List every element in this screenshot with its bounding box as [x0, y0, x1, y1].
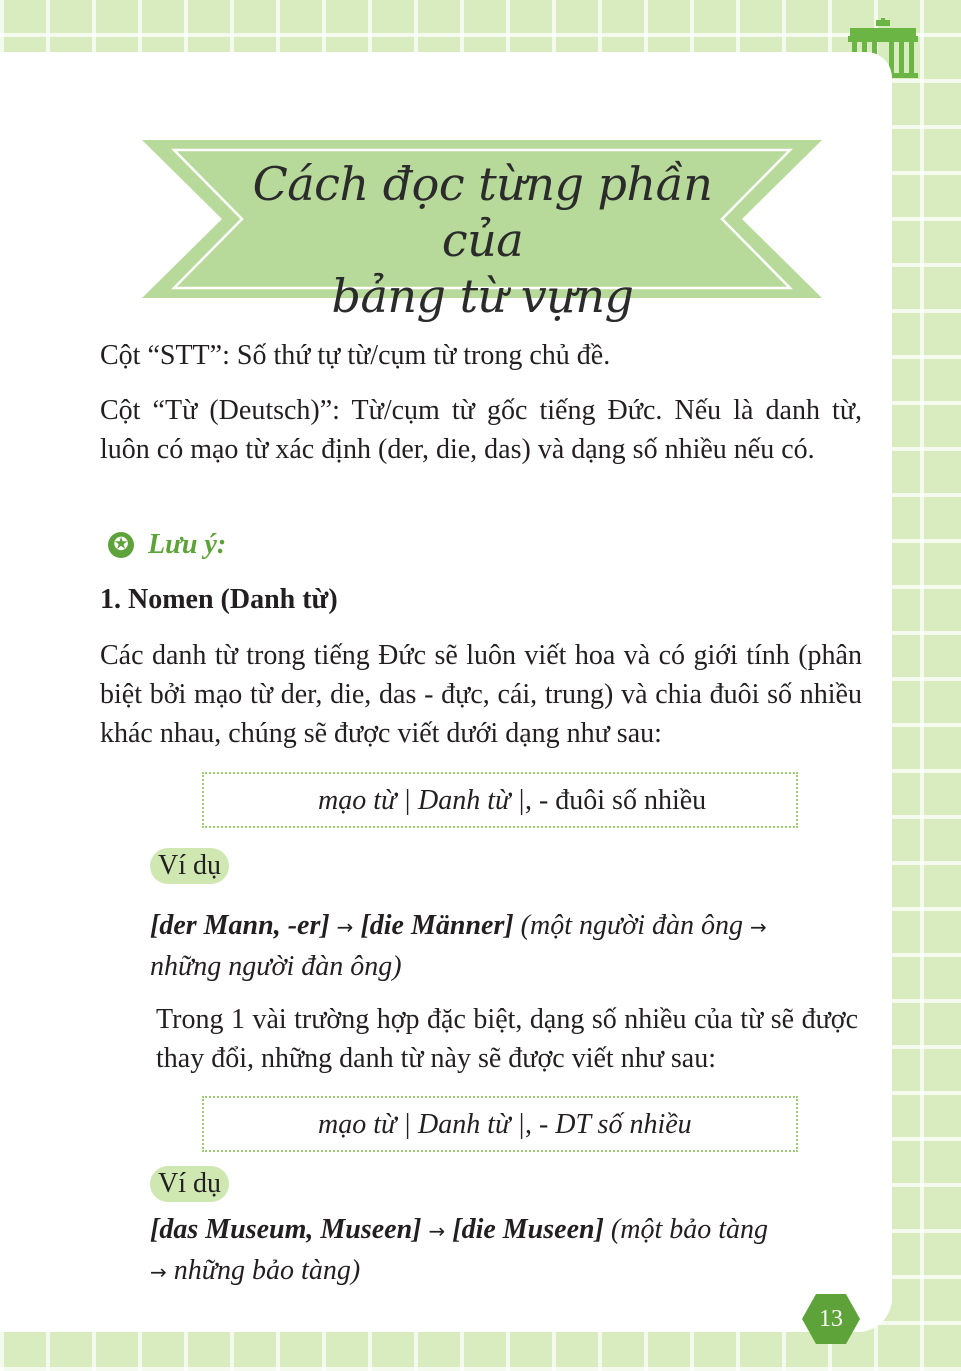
page-title: [230, 156, 735, 324]
arrow-icon: →: [428, 1219, 446, 1243]
example-1-meaning-end: những người đàn ông): [150, 951, 402, 982]
section-heading: 1. Nomen (Danh từ): [100, 584, 338, 615]
example-2-result: [die Museen]: [452, 1214, 604, 1245]
stt-description: Cột “STT”: Số thứ tự từ/cụm từ trong chủ đề.: [100, 340, 611, 371]
example-2: [150, 1210, 840, 1292]
noun-formula-box: [202, 772, 798, 828]
page-number-badge: [802, 1294, 860, 1344]
arrow-icon: →: [336, 915, 354, 939]
example-1: [150, 906, 840, 986]
formula-italic-end: DT số nhiều: [548, 1109, 692, 1140]
special-formula-box: [202, 1096, 798, 1152]
special-intro: Trong 1 vài trường hợp đặc biệt, dạng số nhiều của từ sẽ được thay đổi, những danh từ này sẽ được viết như sau:: [156, 1004, 858, 1074]
example-2-term: [das Museum, Museen]: [150, 1214, 422, 1245]
noun-intro: Các danh từ trong tiếng Đức sẽ luôn viết hoa và có giới tính (phân biệt bởi mạo từ der, die, das - đực, cái, trung) và chia đuôi số nhiều khác nhau, chúng sẽ được viết dưới dạng như sau:: [100, 640, 862, 749]
example-label-2: Ví dụ: [150, 1166, 229, 1202]
example-1-meaning: (một người đàn ông: [520, 910, 743, 941]
arrow-icon: →: [150, 1260, 167, 1284]
word-column-description: Cột “Từ (Deutsch)”: Từ/cụm từ gốc tiếng Đức. Nếu là danh từ, luôn có mạo từ xác định (der, die, das) và dạng số nhiều nếu có.: [100, 395, 862, 465]
example-1-term: [der Mann, -er]: [150, 910, 330, 941]
formula-italic: mạo từ | Danh từ |: [318, 785, 525, 816]
example-1-result: [die Männer]: [360, 910, 514, 941]
formula-plain: , -: [524, 1109, 549, 1140]
title-line-2: bảng từ vựng: [331, 269, 634, 323]
formula-italic: mạo từ | Danh từ |: [318, 1109, 525, 1140]
page-number: 13: [819, 1306, 843, 1332]
arrow-icon: →: [750, 915, 767, 939]
formula-plain: , - đuôi số nhiều: [524, 785, 707, 816]
star-circle-icon: ✪: [108, 532, 134, 558]
example-2-meaning-end: những bảo tàng): [173, 1255, 361, 1286]
example-label: Ví dụ: [150, 848, 229, 884]
title-line-1: Cách đọc từng phần của: [252, 157, 713, 267]
example-2-meaning: (một bảo tàng: [610, 1214, 769, 1245]
note-label: Lưu ý:: [148, 529, 227, 560]
